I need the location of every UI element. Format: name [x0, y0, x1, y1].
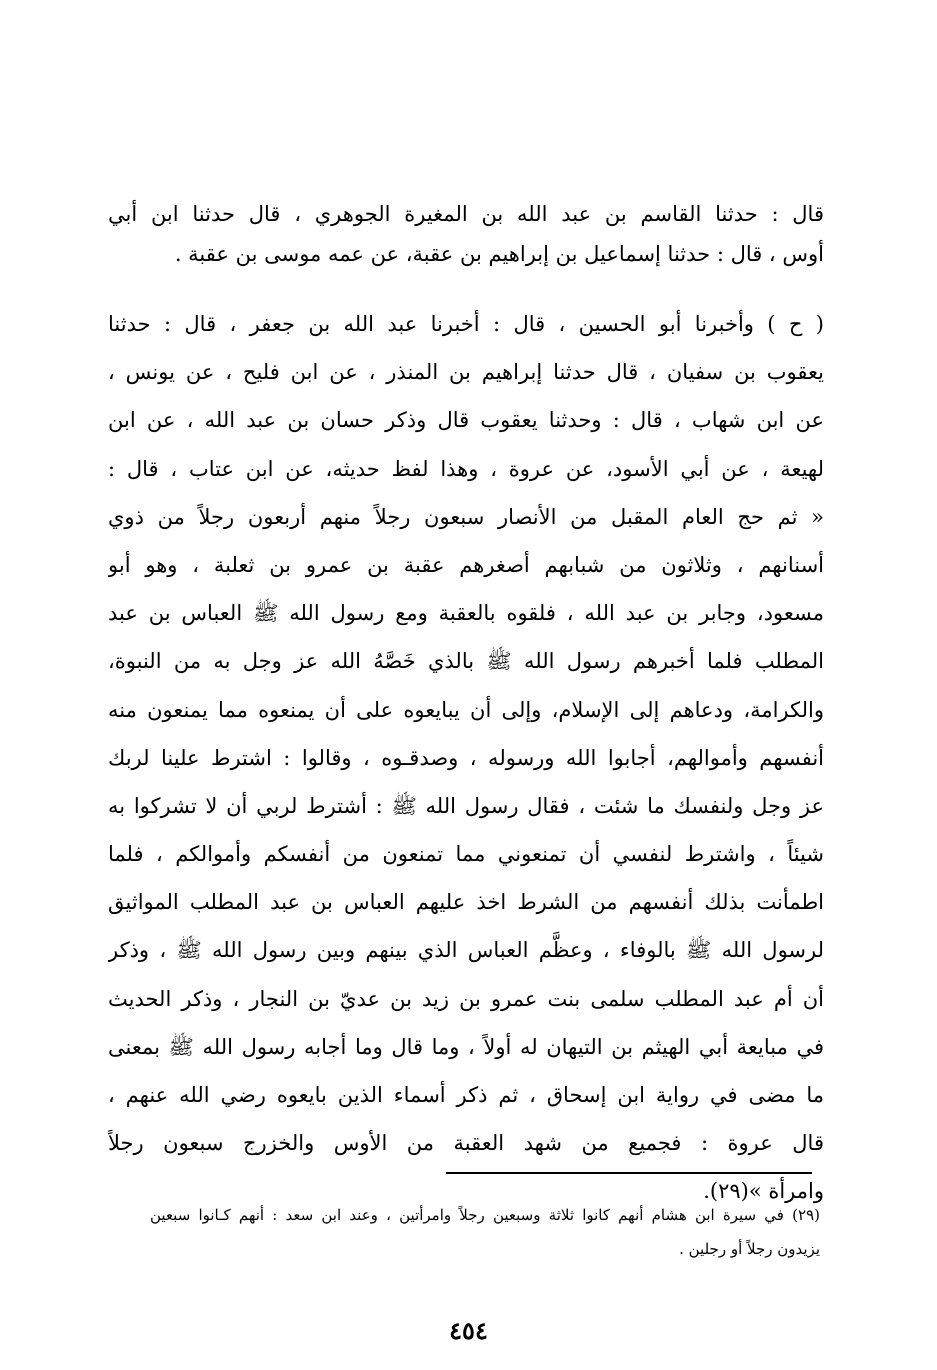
page-number: ٤٥٤ — [449, 1316, 488, 1345]
text-line: وامرأة »(٢٩). — [703, 1179, 824, 1204]
text-line: لرسول الله ﷺ بالوفاء ، وعظَّم العباس الذي بينهم وبين رسول الله ﷺ ، وذكر — [108, 938, 824, 963]
text-line: أوس ، قال : حدثنا إسماعيل بن إبراهيم بن عقبة، عن عمه موسى بن عقبة . — [174, 242, 824, 266]
text-line: أسنانهم ، وثلاثون من شبابهم أصغرهم عقبة بن عمرو بن ثعلبة ، وهو أبو — [108, 552, 824, 577]
text-line: عن ابن شهاب ، قال : وحدثنا يعقوب قال وذكر حسان بن عبد الله ، عن ابن — [108, 408, 824, 433]
text-line: قال عروة : فجميع من شهد العقبة من الأوس والخزرج سبعون رجلاً — [108, 1131, 824, 1156]
footnote-divider — [446, 1172, 812, 1174]
text-line: اطمأنت بذلك أنفسهم من الشرط اخذ عليهم العباس بن عبد المطلب المواثيق — [108, 890, 824, 915]
text-line: لهيعة ، عن أبي الأسود، عن عروة ، وهذا لفظ حديثه، عن ابن عتاب ، قال : — [108, 456, 824, 481]
text-line: يعقوب بن سفيان ، قال حدثنا إبراهيم بن المنذر ، عن ابن فليح ، عن يونس ، — [108, 360, 824, 385]
footnote-line: يزيدون رجلاً أو رجلين . — [679, 1240, 820, 1258]
footnote-line: (٢٩) في سيرة ابن هشام أنهم كانوا ثلاثة وسبعين رجلاً وامرأتين ، وعند ابن سعد : أنهم كـانوا سبعين — [150, 1206, 820, 1224]
text-line: « ثم حج العام المقبل من الأنصار سبعون رجلاً منهم أربعون رجلاً من ذوي — [108, 504, 824, 529]
hadith-paragraph — [108, 300, 824, 1216]
text-line: ما مضى في رواية ابن إسحاق ، ثم ذكر أسماء الذين بايعوه رضي الله عنهم ، — [108, 1083, 824, 1107]
text-line: المطلب فلما أخبرهم رسول الله ﷺ بالذي خَصَّهُ الله عز وجل به من النبوة، — [108, 649, 824, 674]
text-line: قال : حدثنا القاسم بن عبد الله بن المغيرة الجوهري ، قال حدثنا ابن أبي — [108, 202, 824, 226]
text-line: مسعود، وجابر بن عبد الله ، فلقوه بالعقبة ومع رسول الله ﷺ العباس بن عبد — [108, 601, 824, 626]
text-line: والكرامة، ودعاهم إلى الإسلام، وإلى أن يبايعوه على أن يمنعوه مما يمنعون منه — [108, 697, 824, 722]
text-line: أن أم عبد المطلب سلمى بنت عمرو بن زيد بن عديّ بن النجار ، وذكر الحديث — [108, 986, 824, 1011]
text-line: في مبايعة أبي الهيثم بن التيهان له أولاً ، وما قال وما أجابه رسول الله ﷺ بمعنى — [108, 1034, 824, 1059]
text-line: عز وجل ولنفسك ما شئت ، فقال رسول الله ﷺ : أشترط لربي أن لا تشركوا به — [108, 793, 824, 818]
text-line: شيئاً ، واشترط لنفسي أن تمنعوني مما تمنعون من أنفسكم وأموالكم ، فلما — [108, 842, 824, 867]
text-line: أنفسهم وأموالهم، أجابوا الله ورسوله ، وصدقـوه ، وقالوا : اشترط علينا لربك — [108, 745, 824, 770]
text-line: ( ح ) وأخبرنا أبو الحسين ، قال : أخبرنا عبد الله بن جعفر ، قال : حدثنا — [108, 312, 824, 336]
footnotes — [150, 1198, 820, 1266]
intro-paragraph — [108, 194, 824, 274]
